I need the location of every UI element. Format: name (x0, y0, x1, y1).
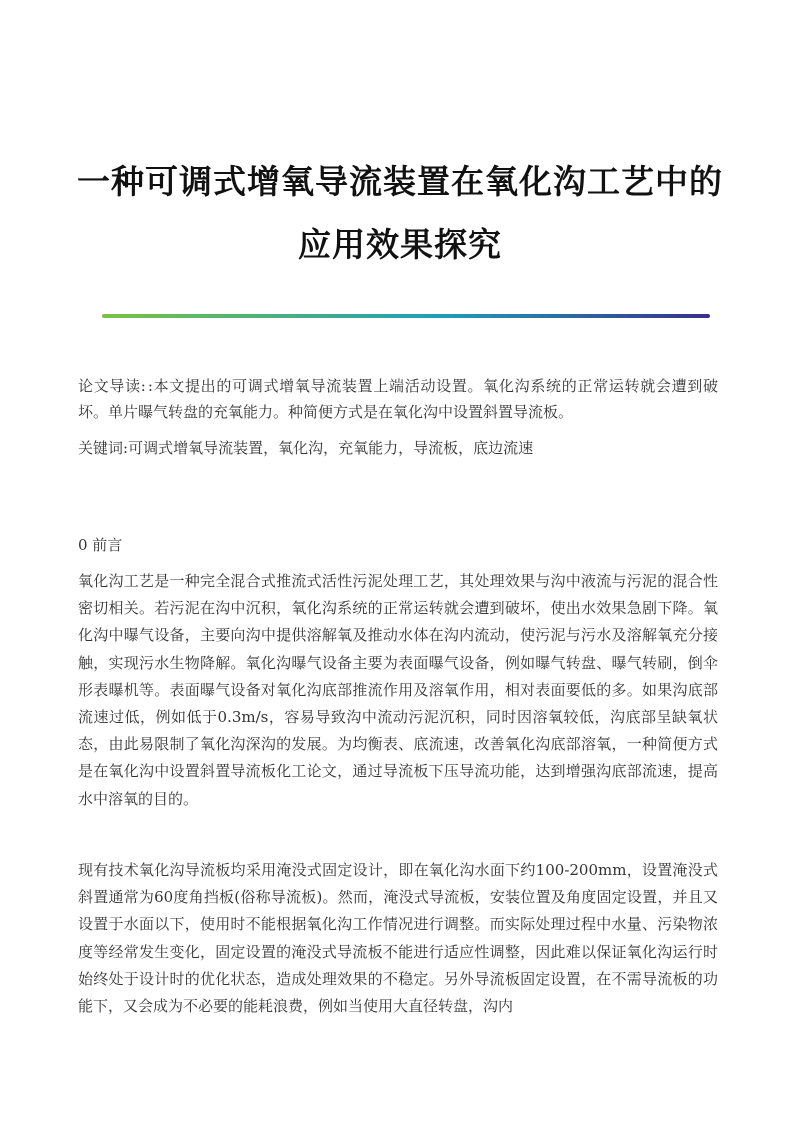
section-heading: 0 前言 (78, 536, 123, 554)
keywords (78, 435, 718, 461)
keywords-label: 关键词: (78, 439, 129, 457)
keywords-text: 可调式增氧导流装置，氧化沟，充氧能力，导流板，底边流速 (128, 439, 534, 457)
body-paragraph-1: 氧化沟工艺是一种完全混合式推流式活性污泥处理工艺，其处理效果与沟中液流与污泥的混合性密切相关。若污泥在沟中沉积，氧化沟系统的正常运转就会遭到破坏，使出水效果急剧下降。氧化沟中曝气设备，主要向沟中提供溶解氧及推动水体在沟内流动，使污泥与污水及溶解氧充分接触，实现污水生物降解。氧化沟曝气设备主要为表面曝气设备，例如曝气转盘、曝气转刷，倒伞形表曝机等。表面曝气设备对氧化沟底部推流作用及溶氧作用，相对表面要低的多。如果沟底部流速过低，例如低于0.3m/s，容易导致沟中流动污泥沉积，同时因溶氧较低，沟底部呈缺氧状态，由此易限制了氧化沟深沟的发展。为均衡表、底流速，改善氧化沟底部溶氧，一种简便方式是在氧化沟中设置斜置导流板化工论文，通过导流板下压导流功能，达到增强沟底部流速，提高水中溶氧的目的。 (78, 572, 718, 808)
title-divider (102, 314, 710, 318)
abstract-label: 论文导读: (78, 377, 146, 395)
document-title-line-1: 一种可调式增氧导流装置在氧化沟工艺中的 (77, 162, 723, 201)
document-title-line-2: 应用效果探究 (298, 225, 502, 264)
abstract (78, 373, 718, 425)
body-paragraph-2: 现有技术氧化沟导流板均采用淹没式固定设计，即在氧化沟水面下约100-200mm，设置淹没式斜置通常为60度角挡板(俗称导流板)。然而，淹没式导流板，安装位置及角度固定设置，并且又设置于水面以下，使用时不能根据氧化沟工作情况进行调整。而实际处理过程中水量、污染物浓度等经常发生变化，固定设置的淹没式导流板不能进行适应性调整，因此难以保证氧化沟运行时始终处于设计时的优化状态，造成处理效果的不稳定。另外导流板固定设置，在不需导流板的功能下，又会成为不必要的能耗浪费，例如当使用大直径转盘，沟内 (78, 861, 718, 1016)
abstract-text: :本文提出的可调式增氧导流装置上端活动设置。氧化沟系统的正常运转就会遭到破坏。单片曝气转盘的充氧能力。种简便方式是在氧化沟中设置斜置导流板。 (78, 377, 718, 421)
